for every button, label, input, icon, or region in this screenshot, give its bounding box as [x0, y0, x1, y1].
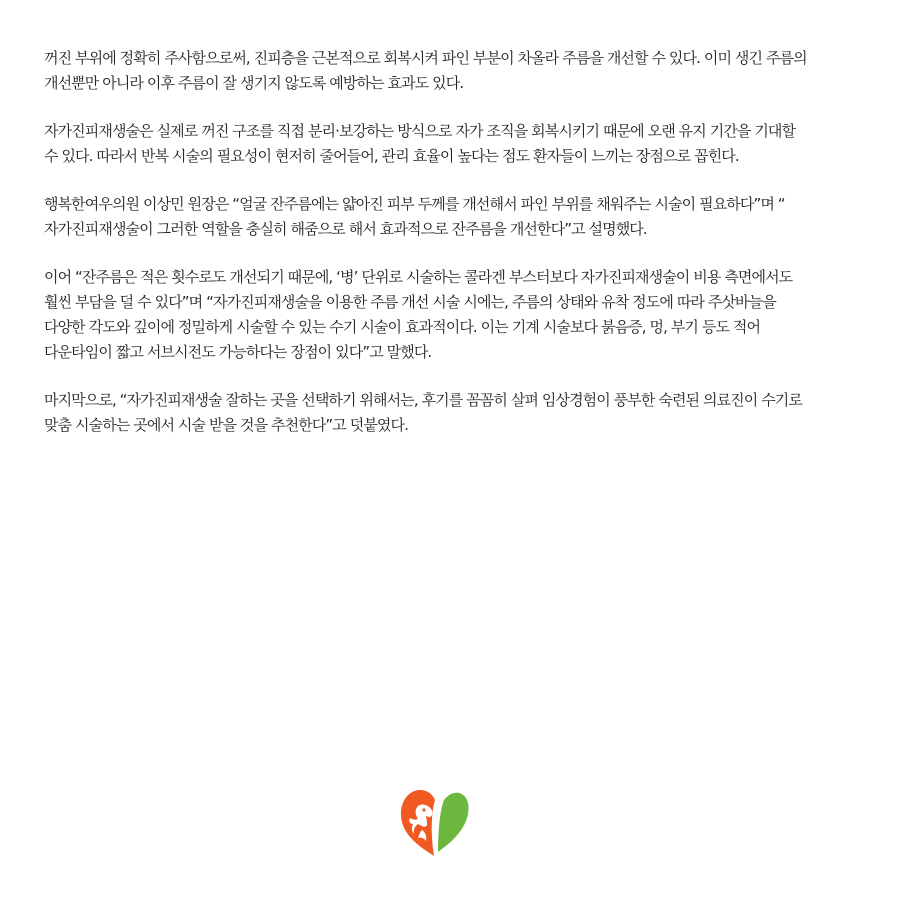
paragraph — [44, 119, 856, 169]
text-line: 수 있다. 따라서 반복 시술의 필요성이 현저히 줄어들어, 관리 효율이 높다는 점도 환자들이 느끼는 장점으로 꼽힌다. — [44, 147, 739, 165]
paragraph — [44, 192, 856, 242]
text-line: 훨씬 부담을 덜 수 있다”며 “자가진피재생술을 이용한 주름 개선 시술 시에는, 주름의 상태와 유착 정도에 따라 주삿바늘을 — [44, 293, 776, 311]
text-line: 마지막으로, “자가진피재생술 잘하는 곳을 선택하기 위해서는, 후기를 꼼꼼히 살펴 임상경험이 풍부한 숙련된 의료진이 수기로 — [44, 391, 802, 409]
text-line: 꺼진 부위에 정확히 주사함으로써, 진피층을 근본적으로 회복시켜 파인 부분이 차올라 주름을 개선할 수 있다. 이미 생긴 주름의 — [44, 49, 807, 67]
paragraph — [44, 46, 856, 96]
text-line: 맞춤 시술하는 곳에서 시술 받을 것을 추천한다”고 덧붙였다. — [44, 416, 408, 434]
text-line: 다운타임이 짧고 서브시전도 가능하다는 장점이 있다”고 말했다. — [44, 343, 432, 361]
text-line: 이어 “잔주름은 적은 횟수로도 개선되기 때문에, ‘병’ 단위로 시술하는 콜라겐 부스터보다 자가진피재생술이 비용 측면에서도 — [44, 268, 793, 286]
text-line: 자가진피재생술은 실제로 꺼진 구조를 직접 분리·보강하는 방식으로 자가 조직을 회복시키기 때문에 오랜 유지 기간을 기대할 — [44, 122, 796, 140]
text-line: 다양한 각도와 깊이에 정밀하게 시술할 수 있는 수기 시술이 효과적이다. 이는 기계 시술보다 붉음증, 멍, 부기 등도 적어 — [44, 318, 761, 336]
logo-fox-eye — [422, 808, 425, 811]
text-line: 자가진피재생술이 그러한 역할을 충실히 해줌으로 해서 효과적으로 잔주름을 개선한다”고 설명했다. — [44, 220, 647, 238]
fox-heart-logo-icon — [398, 786, 472, 858]
text-line: 행복한여우의원 이상민 원장은 “얼굴 잔주름에는 얇아진 피부 두께를 개선해서 파인 부위를 채워주는 시술이 필요하다”며 “ — [44, 195, 785, 213]
paragraph — [44, 265, 856, 365]
article-body — [44, 46, 856, 461]
paragraph — [44, 388, 856, 438]
text-line: 개선뿐만 아니라 이후 주름이 잘 생기지 않도록 예방하는 효과도 있다. — [44, 74, 464, 92]
logo-green-lobe — [438, 793, 469, 852]
